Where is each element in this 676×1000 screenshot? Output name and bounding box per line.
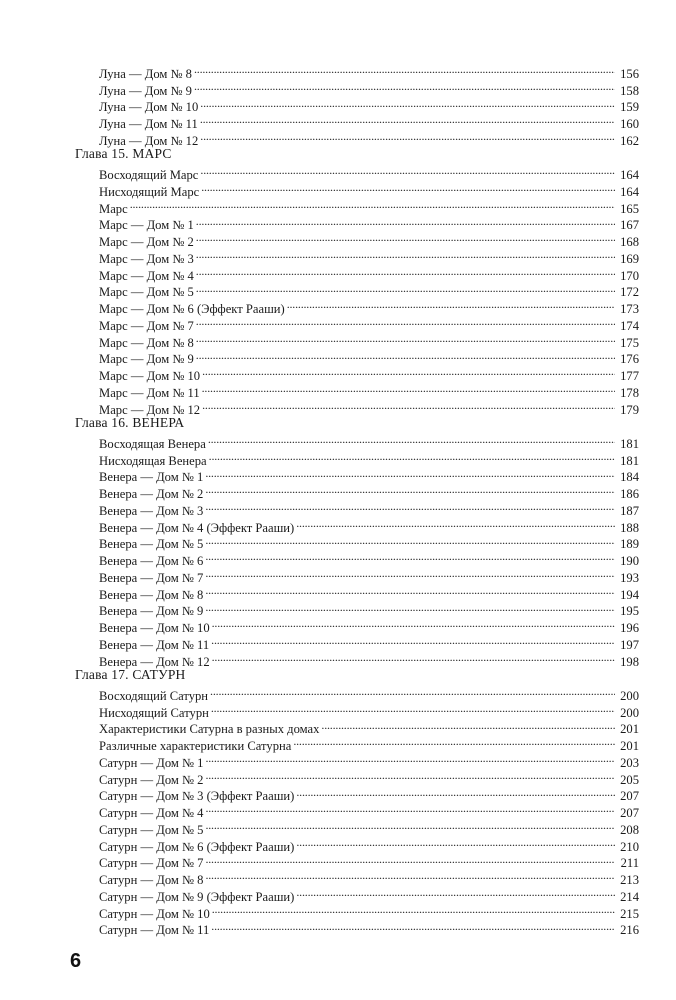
toc-entry-page: 193 xyxy=(620,570,639,585)
toc-entry-page: 175 xyxy=(620,335,639,350)
dot-leader xyxy=(205,599,615,616)
toc-entry-title: Марс — Дом № 6 (Эффект Рааши) xyxy=(99,302,285,316)
toc-entry-title: Венера — Дом № 12 xyxy=(99,654,210,669)
toc-entry-title: Марс — Дом № 7 xyxy=(99,318,194,333)
dot-leader xyxy=(196,313,615,330)
toc-entry-title: Нисходящий Марс xyxy=(99,184,200,199)
chapter-heading: Глава 17. САТУРН xyxy=(75,666,186,682)
dot-leader xyxy=(205,767,615,784)
dot-leader xyxy=(202,380,615,397)
toc-entry-title: Марс — Дом № 12 xyxy=(99,402,201,417)
dot-leader xyxy=(205,548,615,565)
dot-leader xyxy=(205,481,615,498)
toc-entry-title: Марс — Дом № 5 xyxy=(99,285,194,300)
dot-leader xyxy=(211,918,615,935)
toc-entry-title: Венера — Дом № 8 xyxy=(99,587,204,602)
toc-entry-title: Венера — Дом № 9 xyxy=(99,604,204,619)
toc-entry-title: Венера — Дом № 10 xyxy=(99,621,210,635)
dot-leader xyxy=(205,851,615,868)
dot-leader xyxy=(296,784,615,801)
dot-leader xyxy=(205,800,615,817)
toc-entry-page: 200 xyxy=(620,705,639,720)
toc-entry-page: 167 xyxy=(620,218,639,233)
toc-entry-title: Сатурн — Дом № 2 xyxy=(99,772,204,787)
toc-entry-page: 211 xyxy=(620,856,639,871)
toc-entry-title: Венера — Дом № 4 (Эффект Рааши) xyxy=(99,520,295,535)
toc-entry-title: Сатурн — Дом № 9 (Эффект Рааши) xyxy=(99,889,295,904)
toc-entry-title: Марс — Дом № 3 xyxy=(99,251,194,266)
dot-leader xyxy=(200,128,615,145)
dot-leader xyxy=(196,263,615,280)
dot-leader xyxy=(194,78,615,95)
dot-leader xyxy=(201,179,615,196)
dot-leader xyxy=(296,834,615,851)
toc-entry-title: Луна — Дом № 12 xyxy=(99,133,199,148)
dot-leader xyxy=(208,431,615,448)
toc-entry-title: Марс — Дом № 9 xyxy=(99,352,194,367)
toc-entry-page: 207 xyxy=(620,789,639,804)
toc-entry-title: Сатурн — Дом № 6 (Эффект Рааши) xyxy=(99,839,295,854)
page-number: 6 xyxy=(70,950,82,972)
toc-entry-page: 158 xyxy=(620,83,639,98)
toc-entry-page: 177 xyxy=(620,369,639,383)
toc-entry-title: Марс — Дом № 11 xyxy=(99,385,200,400)
dot-leader xyxy=(287,296,615,313)
toc-entry xyxy=(75,213,639,233)
dot-leader xyxy=(196,347,615,364)
dot-leader xyxy=(194,61,615,78)
dot-leader xyxy=(202,363,615,380)
toc-entry-page: 156 xyxy=(620,66,639,81)
toc-entry-title: Сатурн — Дом № 1 xyxy=(99,755,204,770)
dot-leader xyxy=(212,649,615,666)
toc-entry-page: 181 xyxy=(620,436,639,451)
toc-entry-title: Сатурн — Дом № 3 (Эффект Рааши) xyxy=(99,789,295,804)
dot-leader xyxy=(296,884,615,901)
dot-leader xyxy=(205,750,615,767)
toc-entry-page: 207 xyxy=(620,806,639,820)
toc-entry-title: Венера — Дом № 3 xyxy=(99,503,204,518)
toc-entry-page: 174 xyxy=(620,318,639,333)
toc-entry-title: Венера — Дом № 7 xyxy=(99,570,204,585)
toc-entry-title: Сатурн — Дом № 5 xyxy=(99,822,204,837)
dot-leader xyxy=(205,532,615,549)
toc-entry-title: Марс — Дом № 1 xyxy=(99,218,194,233)
toc-entry xyxy=(75,162,639,182)
toc-entry-title: Сатурн — Дом № 11 xyxy=(99,923,210,938)
toc-entry-page: 200 xyxy=(620,688,639,703)
toc-entry-page: 168 xyxy=(620,235,639,249)
toc-entry-title: Восходящий Сатурн xyxy=(99,688,209,703)
table-of-contents xyxy=(75,61,639,938)
toc-entry-title: Восходящая Венера xyxy=(99,436,206,451)
toc-entry-page: 160 xyxy=(620,117,639,131)
toc-entry-page: 201 xyxy=(620,739,639,753)
toc-entry-page: 215 xyxy=(620,906,639,921)
dot-leader xyxy=(293,733,615,750)
toc-entry-page: 173 xyxy=(620,302,639,316)
toc-entry-title: Венера — Дом № 2 xyxy=(99,487,204,501)
toc-entry-page: 213 xyxy=(620,873,639,887)
toc-entry-title: Нисходящий Сатурн xyxy=(99,705,209,720)
toc-entry-page: 170 xyxy=(620,268,639,283)
dot-leader xyxy=(212,615,615,632)
toc-entry-title: Характеристики Сатурна в разных домах xyxy=(99,722,320,737)
toc-entry-title: Луна — Дом № 8 xyxy=(99,66,192,81)
toc-entry-page: 165 xyxy=(620,201,639,216)
toc-entry-page: 194 xyxy=(620,587,639,602)
chapter-heading: Глава 15. МАРС xyxy=(75,145,172,161)
toc-entry xyxy=(75,196,639,216)
dot-leader xyxy=(205,817,615,834)
toc-entry-title: Сатурн — Дом № 10 xyxy=(99,906,210,921)
dot-leader xyxy=(205,867,615,884)
toc-entry-title: Луна — Дом № 9 xyxy=(99,83,192,98)
dot-leader xyxy=(205,498,615,515)
toc-entry-title: Сатурн — Дом № 8 xyxy=(99,873,204,887)
toc-entry-title: Венера — Дом № 11 xyxy=(99,637,210,652)
dot-leader xyxy=(196,280,615,297)
toc-entry-title: Луна — Дом № 11 xyxy=(99,117,198,131)
toc-entry-page: 176 xyxy=(620,352,639,367)
dot-leader xyxy=(211,632,615,649)
dot-leader xyxy=(205,565,615,582)
toc-entry-page: 196 xyxy=(620,621,639,635)
dot-leader xyxy=(321,717,615,734)
dot-leader xyxy=(212,901,615,918)
toc-entry-title: Марс — Дом № 8 xyxy=(99,335,194,350)
toc-entry-page: 214 xyxy=(620,889,639,904)
toc-entry-title: Марс xyxy=(99,201,128,216)
toc-entry-title: Венера — Дом № 5 xyxy=(99,537,204,552)
toc-entry-page: 201 xyxy=(620,722,639,737)
dot-leader xyxy=(200,111,615,128)
dot-leader xyxy=(196,330,615,347)
toc-entry-title: Венера — Дом № 6 xyxy=(99,554,204,568)
toc-entry-page: 159 xyxy=(620,100,639,115)
dot-leader xyxy=(196,246,615,263)
dot-leader xyxy=(196,213,615,230)
toc-entry-page: 187 xyxy=(620,503,639,518)
toc-entry-page: 162 xyxy=(620,133,639,148)
toc-entry-title: Марс — Дом № 10 xyxy=(99,369,201,383)
toc-entry-page: 164 xyxy=(620,168,639,182)
dot-leader xyxy=(200,95,615,112)
toc-entry-title: Луна — Дом № 10 xyxy=(99,100,199,115)
chapter-heading: Глава 16. ВЕНЕРА xyxy=(75,414,185,430)
toc-entry-page: 181 xyxy=(620,453,639,468)
toc-entry-page: 188 xyxy=(620,520,639,535)
toc-entry-page: 203 xyxy=(620,755,639,770)
dot-leader xyxy=(209,448,615,465)
toc-entry-title: Венера — Дом № 1 xyxy=(99,470,204,485)
dot-leader xyxy=(211,700,615,717)
toc-entry-page: 216 xyxy=(620,923,639,938)
dot-leader xyxy=(130,196,615,213)
toc-entry-page: 198 xyxy=(620,654,639,669)
toc-entry xyxy=(75,431,639,451)
toc-entry-title: Нисходящая Венера xyxy=(99,453,207,468)
toc-entry-title: Марс — Дом № 4 xyxy=(99,268,194,283)
toc-entry-title: Различные характеристики Сатурна xyxy=(99,739,292,753)
toc-entry-title: Восходящий Марс xyxy=(99,168,199,182)
dot-leader xyxy=(210,683,615,700)
toc-entry xyxy=(75,683,639,703)
toc-entry-page: 205 xyxy=(620,772,639,787)
dot-leader xyxy=(202,397,615,414)
dot-leader xyxy=(200,162,615,179)
dot-leader xyxy=(205,582,615,599)
toc-entry-title: Сатурн — Дом № 7 xyxy=(99,856,204,871)
dot-leader xyxy=(296,515,615,532)
toc-entry-title: Сатурн — Дом № 4 xyxy=(99,806,204,820)
toc-entry-page: 186 xyxy=(620,487,639,501)
toc-entry-page: 189 xyxy=(620,537,639,552)
dot-leader xyxy=(205,465,615,482)
toc-entry-page: 208 xyxy=(620,822,639,837)
toc-entry-page: 178 xyxy=(620,385,639,400)
toc-entry-page: 169 xyxy=(620,251,639,266)
toc-entry-page: 179 xyxy=(620,402,639,417)
toc-entry-page: 164 xyxy=(620,184,639,199)
toc-entry-page: 190 xyxy=(620,554,639,568)
toc-entry-page: 184 xyxy=(620,470,639,485)
toc-entry-page: 172 xyxy=(620,285,639,300)
toc-entry-page: 195 xyxy=(620,604,639,619)
toc-entry-page: 197 xyxy=(620,637,639,652)
toc-entry-title: Марс — Дом № 2 xyxy=(99,235,194,249)
toc-entry-page: 210 xyxy=(620,839,639,854)
toc-entry xyxy=(75,61,639,81)
dot-leader xyxy=(196,229,615,246)
